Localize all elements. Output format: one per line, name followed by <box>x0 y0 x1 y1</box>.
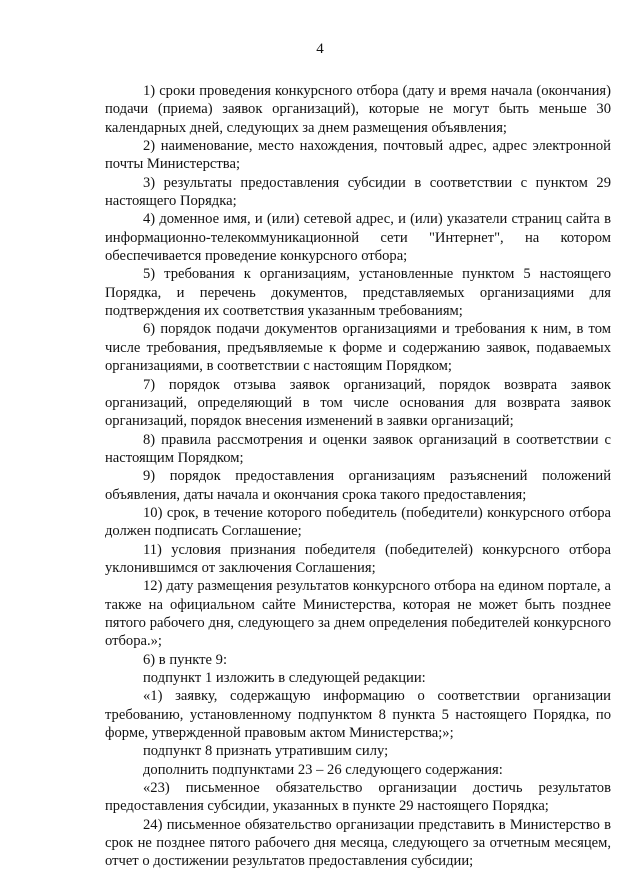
amendment-point-9-heading: 6) в пункте 9: <box>143 651 228 668</box>
list-item-10-signing-deadline: 10) срок, в течение которого победитель (победители) конкурсного отбора должен подписать Соглашение; <box>105 504 611 540</box>
amendment-subpoint-1-intro: подпункт 1 изложить в следующей редакции: <box>143 670 426 686</box>
amendment-add-subpoints-intro: дополнить подпунктами 23 – 26 следующего содержания: <box>143 761 503 778</box>
list-item-7-withdrawal-procedure: 7) порядок отзыва заявок организаций, порядок возврата заявок организаций, определяющий в том числе основания для возврата заявок организаций, порядок внесения изменений в заявки организаций; <box>105 376 611 430</box>
amendment-subpoint-23: «23) письменное обязательство организации достичь результатов предоставления субсидии, указанных в пункте 29 настоящего Порядка; <box>105 780 611 815</box>
amendment-subpoint-8-repeal: подпункт 8 признать утратившим силу; <box>143 743 389 760</box>
page-number: 4 <box>316 41 324 57</box>
list-item-4-website: 4) доменное имя, и (или) сетевой адрес, и (или) указатели страниц сайта в информационно-телекоммуникационной сети "Интернет", на котором обеспечивается проведение конкурсного отбора; <box>105 211 611 265</box>
list-item-2-ministry-address: 2) наименование, место нахождения, почтовый адрес, адрес электронной почты Министерства; <box>105 138 611 173</box>
list-item-9-clarifications: 9) порядок предоставления организациям разъяснений положений объявления, даты начала и окончания срока такого предоставления; <box>105 468 611 503</box>
list-item-5-requirements: 5) требования к организациям, установленные пунктом 5 настоящего Порядка, и перечень документов, представляемых организациями для подтверждения их соответствия указанным требованиям; <box>105 266 611 320</box>
list-item-6-submission-procedure: 6) порядок подачи документов организациями и требования к ним, в том числе требования, предъявляемые к форме и содержанию заявок, подаваемых организациями, в соответствии с настоящим Порядком; <box>105 321 611 375</box>
list-item-8-evaluation-rules: 8) правила рассмотрения и оценки заявок организаций в соответствии с настоящим Порядком; <box>105 431 611 466</box>
list-item-1-deadlines: 1) сроки проведения конкурсного отбора (дату и время начала (окончания) подачи (приема) заявок организаций), которые не могут быть меньше 30 календарных дней, следующих за днем размещения объявления; <box>105 83 611 136</box>
amendment-subpoint-24: 24) письменное обязательство организации представить в Министерство в срок не позднее пятого рабочего дня месяца, следующего за отчетным месяцем, отчет о достижении результатов предоставления субсидии; <box>105 816 611 870</box>
amendment-subpoint-1-text: «1) заявку, содержащую информацию о соответствии организации требованию, установленному подпунктом 8 пункта 5 настоящего Порядка, по форме, утвержденной правовым актом Министерства;»; <box>105 688 611 742</box>
list-item-12-results-publication: 12) дату размещения результатов конкурсного отбора на едином портале, а также на официальном сайте Министерства, которая не может быть позднее пятого рабочего дня, следующего за днем определения победителей конкурсного отбора.»; <box>105 578 611 650</box>
list-item-3-subsidy-results: 3) результаты предоставления субсидии в соответствии с пунктом 29 настоящего Порядка; <box>105 174 611 210</box>
document-body <box>105 82 611 871</box>
list-item-11-evasion-conditions: 11) условия признания победителя (победителей) конкурсного отбора уклонившимся от заключения Соглашения; <box>105 541 611 576</box>
